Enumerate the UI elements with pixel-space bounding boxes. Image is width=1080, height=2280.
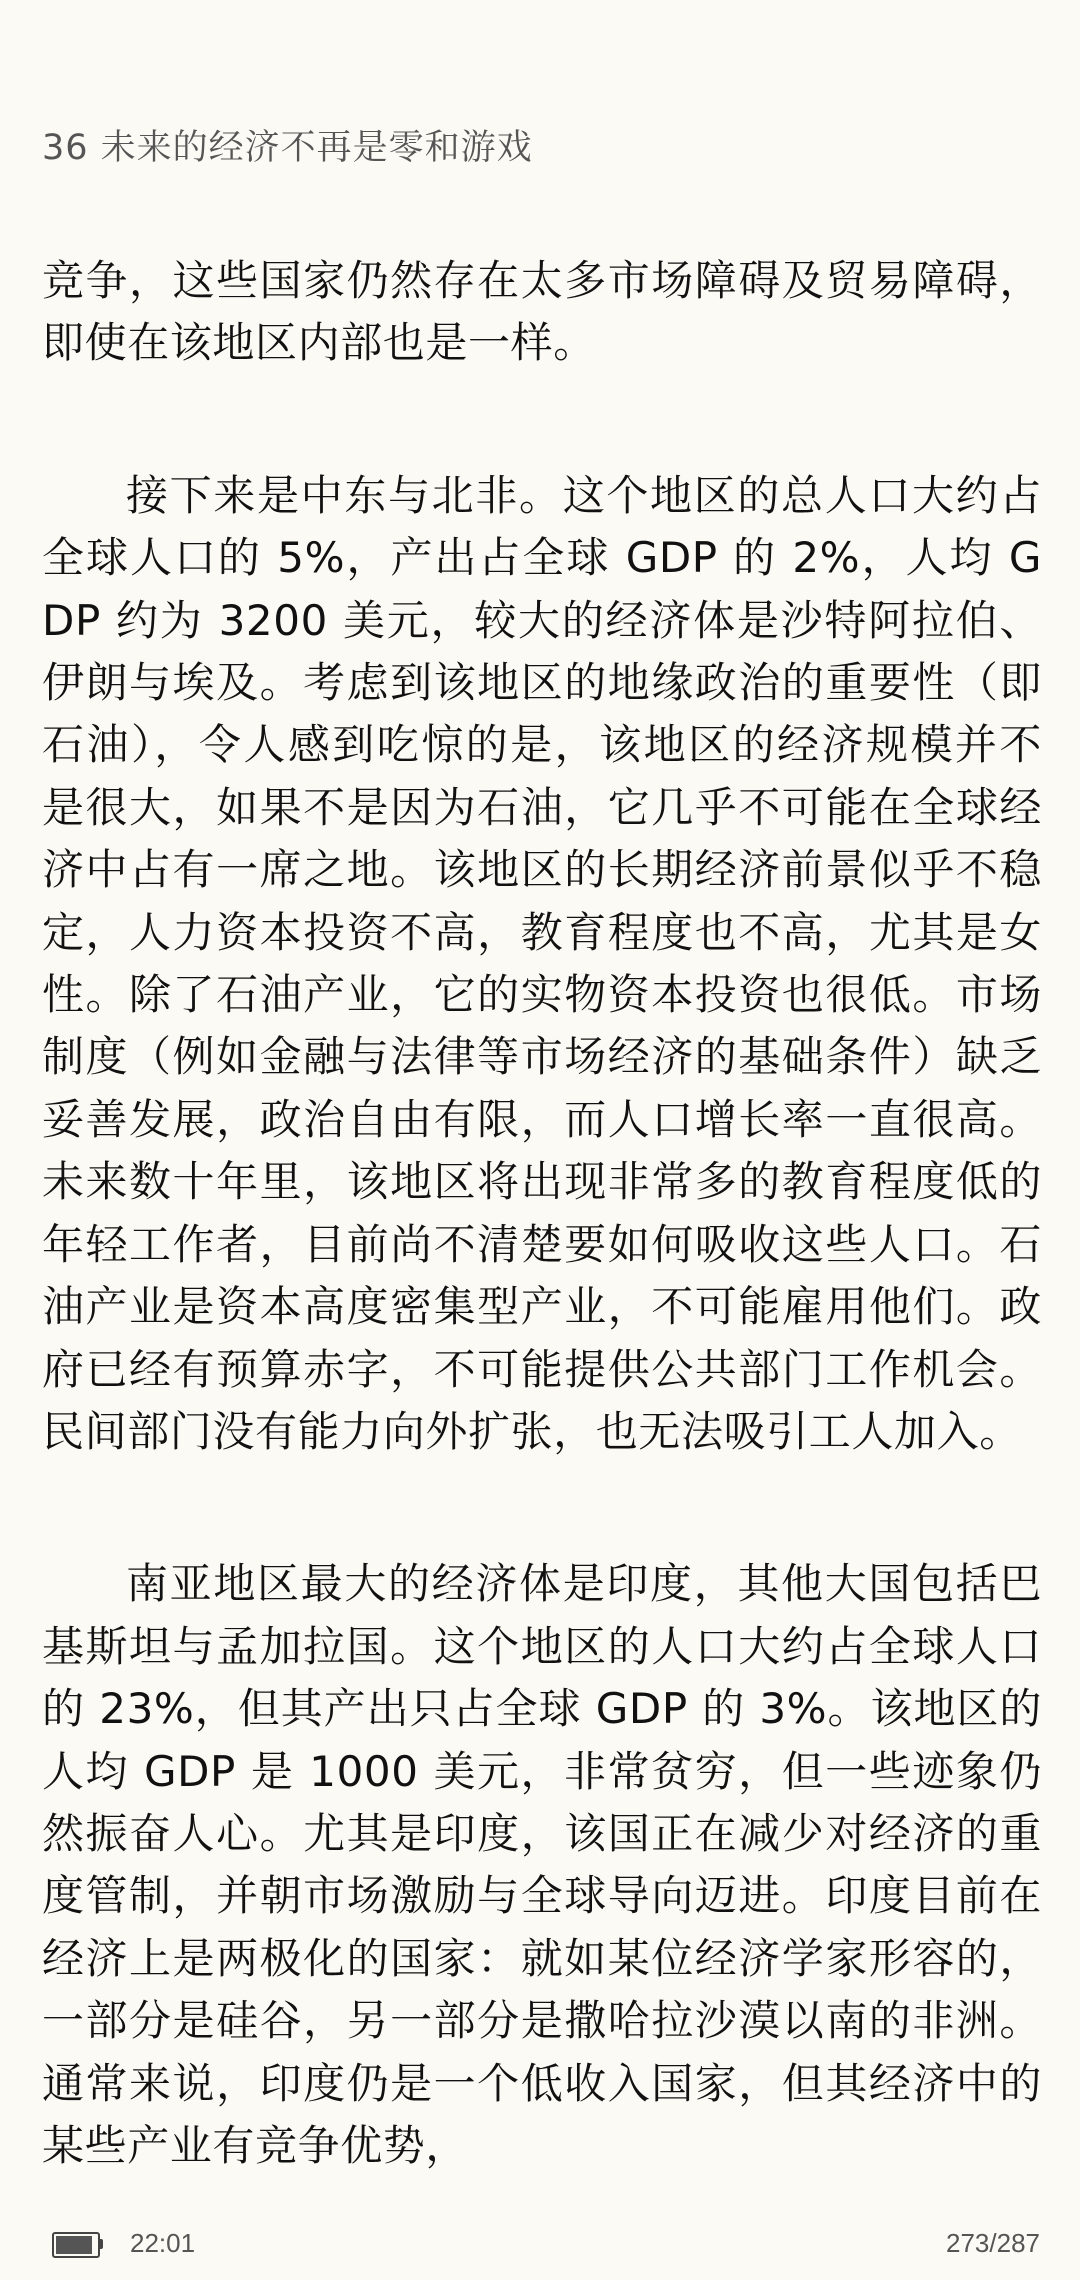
paragraph-south-asia: 南亚地区最大的经济体是印度，其他大国包括巴基斯坦与孟加拉国。这个地区的人口大约占全球人口的 23%，但其产出只占全球 GDP 的 3%。该地区的人均 GDP 是 1000 美元，非常贫穷，但一些迹象仍然振奋人心。尤其是印度，该国正在减少对经济的重度管制，并朝市场激励与全球导向迈进。印度目前在经济上是两极化的国家：就如某位经济学家形容的，一部分是硅谷，另一部分是撒哈拉沙漠以南的非洲。通常来说，印度仍是一个低收入国家，但其经济中的某些产业有竞争优势， bbox=[42, 1559, 1042, 2170]
battery-level-fill bbox=[56, 2236, 92, 2254]
battery-tip bbox=[100, 2239, 103, 2249]
reader-text-area[interactable] bbox=[42, 250, 1042, 2177]
paragraph-middle-east: 接下来是中东与北非。这个地区的总人口大约占全球人口的 5%，产出占全球 GDP 的 2%，人均 GDP 约为 3200 美元，较大的经济体是沙特阿拉伯、伊朗与埃及。考虑到该地区的地缘政治的重要性（即石油），令人感到吃惊的是，该地区的经济规模并不是很大，如果不是因为石油，它几乎不可能在全球经济中占有一席之地。该地区的长期经济前景似乎不稳定，人力资本投资不高，教育程度也不高，尤其是女性。除了石油产业，它的实物资本投资也很低。市场制度（例如金融与法律等市场经济的基础条件）缺乏妥善发展，政治自由有限，而人口增长率一直很高。未来数十年里，该地区将出现非常多的教育程度低的年轻工作者，目前尚不清楚要如何吸收这些人口。石油产业是资本高度密集型产业，不可能雇用他们。政府已经有预算赤字，不可能提供公共部门工作机会。民间部门没有能力向外扩张，也无法吸引工人加入。 bbox=[42, 470, 1042, 1456]
reader-status-bar bbox=[0, 2226, 1080, 2266]
chapter-title: 36 未来的经济不再是零和游戏 bbox=[42, 128, 533, 168]
status-clock: 22:01 bbox=[130, 2228, 196, 2258]
paragraph-continuation: 竞争，这些国家仍然存在太多市场障碍及贸易障碍，即使在该地区内部也是一样。 bbox=[42, 256, 1042, 368]
page-indicator: 273/287 bbox=[946, 2228, 1040, 2258]
battery-icon bbox=[52, 2232, 100, 2258]
